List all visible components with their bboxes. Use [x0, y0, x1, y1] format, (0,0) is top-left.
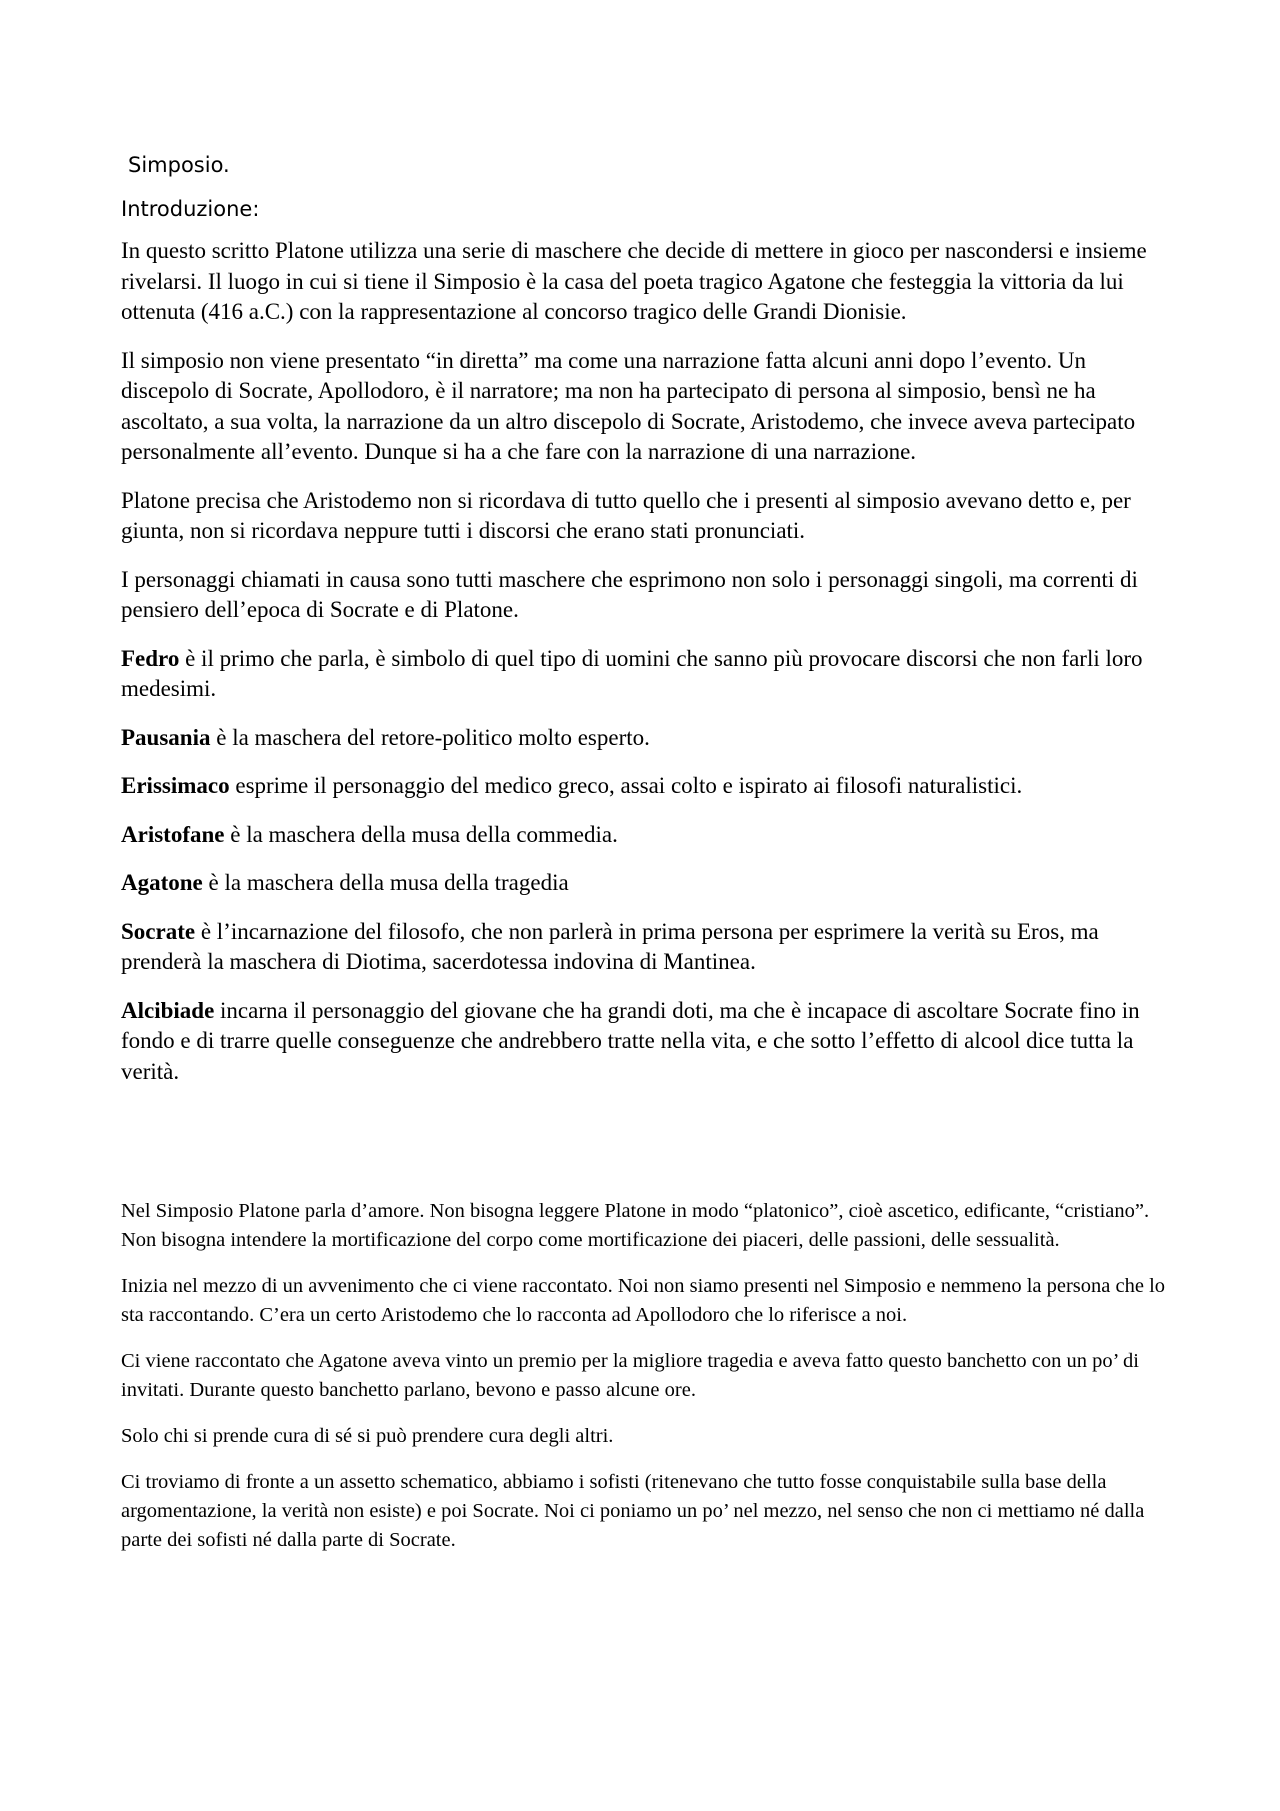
character-aristofane	[121, 820, 1166, 851]
intro-paragraph-2: Il simposio non viene presentato “in diretta” ma come una narrazione fatta alcuni anni dopo l’evento. Un discepolo di Socrate, Apollodoro, è il narratore; ma non ha partecipato di persona al simposio, bensì ne ha ascoltato, a sua volta, la narrazione da un altro discepolo di Socrate, Aristodemo, che invece aveva partecipato personalmente all’evento. Dunque si ha a che fare con la narrazione di una narrazione.	[121, 347, 1136, 464]
character-alcibiade	[121, 996, 1166, 1088]
character-erissimaco	[121, 771, 1166, 802]
character-description: è la maschera del retore-politico molto esperto.	[210, 724, 650, 750]
notes-paragraph-1: Nel Simposio Platone parla d’amore. Non bisogna leggere Platone in modo “platonico”, cioè ascetico, edificante, “cristiano”. Non bisogna intendere la mortificazione del corpo come mortificazione dei piaceri, delle passioni, delle sessualità.	[121, 1200, 1150, 1251]
character-description: esprime il personaggio del medico greco, assai colto e ispirato ai filosofi naturalistici.	[229, 773, 1023, 798]
intro-paragraph-1: In questo scritto Platone utilizza una serie di maschere che decide di mettere in gioco per nascondersi e insieme rivelarsi. Il luogo in cui si tiene il Simposio è la casa del poeta tragico Agatone che festeggia la vittoria da lui ottenuta (416 a.C.) con la rappresentazione al concorso tragico delle Grandi Dionisie.	[121, 238, 1147, 324]
character-socrate	[121, 917, 1166, 978]
character-name: Pausania	[121, 724, 211, 750]
character-description: è l’incarnazione del filosofo, che non parlerà in prima persona per esprimere la verità su Eros, ma prenderà la maschera di Diotima, sacerdotessa indovina di Mantinea.	[121, 918, 1099, 974]
character-name: Aristofane	[121, 821, 225, 847]
character-description: è la maschera della musa della tragedia	[202, 870, 569, 895]
document-title: Simposio.	[128, 153, 230, 177]
character-name: Fedro	[121, 645, 180, 671]
notes-paragraph-2: Inizia nel mezzo di un avvenimento che ci viene raccontato. Noi non siamo presenti nel Simposio e nemmeno la persona che lo sta raccontando. C’era un certo Aristodemo che lo racconta ad Apollodoro che lo riferisce a noi.	[121, 1275, 1166, 1326]
section-spacer	[121, 1105, 1166, 1197]
character-name: Socrate	[121, 918, 196, 944]
notes-paragraph-5: Ci troviamo di fronte a un assetto schematico, abbiamo i sofisti (ritenevano che tutto fosse conquistabile sulla base della argomentazione, la verità non esiste) e poi Socrate. Noi ci poniamo un po’ nel mezzo, nel senso che non ci mettiamo né dalla parte dei sofisti né dalla parte di Socrate.	[121, 1471, 1145, 1551]
character-description: è il primo che parla, è simbolo di quel tipo di uomini che sanno più provocare discorsi che non farli loro medesimi.	[121, 645, 1143, 701]
character-fedro	[121, 644, 1166, 705]
character-description: è la maschera della musa della commedia.	[224, 821, 618, 847]
character-name: Erissimaco	[121, 773, 230, 798]
character-agatone	[121, 868, 1166, 899]
character-name: Agatone	[121, 870, 203, 895]
notes-paragraph-3: Ci viene raccontato che Agatone aveva vinto un premio per la migliore tragedia e aveva fatto questo banchetto con un po’ di invitati. Durante questo banchetto parlano, bevono e passo alcune ore.	[121, 1350, 1139, 1401]
document-body	[121, 150, 1166, 1572]
intro-paragraph-3: Platone precisa che Aristodemo non si ricordava di tutto quello che i presenti al simposio avevano detto e, per giunta, non si ricordava neppure tutti i discorsi che erano stati pronunciati.	[121, 487, 1131, 543]
character-description: incarna il personaggio del giovane che ha grandi doti, ma che è incapace di ascoltare Socrate fino in fondo e di trarre quelle conseguenze che andrebbero tratte nella vita, e che sotto l’effetto di alcool dice tutta la verità.	[121, 997, 1140, 1084]
character-pausania	[121, 723, 1166, 754]
character-name: Alcibiade	[121, 997, 215, 1023]
notes-paragraph-4: Solo chi si prende cura di sé si può prendere cura degli altri.	[121, 1425, 614, 1447]
section-heading-introduzione: Introduzione:	[121, 197, 260, 221]
intro-paragraph-4: I personaggi chiamati in causa sono tutti maschere che esprimono non solo i personaggi singoli, ma correnti di pensiero dell’epoca di Socrate e di Platone.	[121, 566, 1138, 622]
